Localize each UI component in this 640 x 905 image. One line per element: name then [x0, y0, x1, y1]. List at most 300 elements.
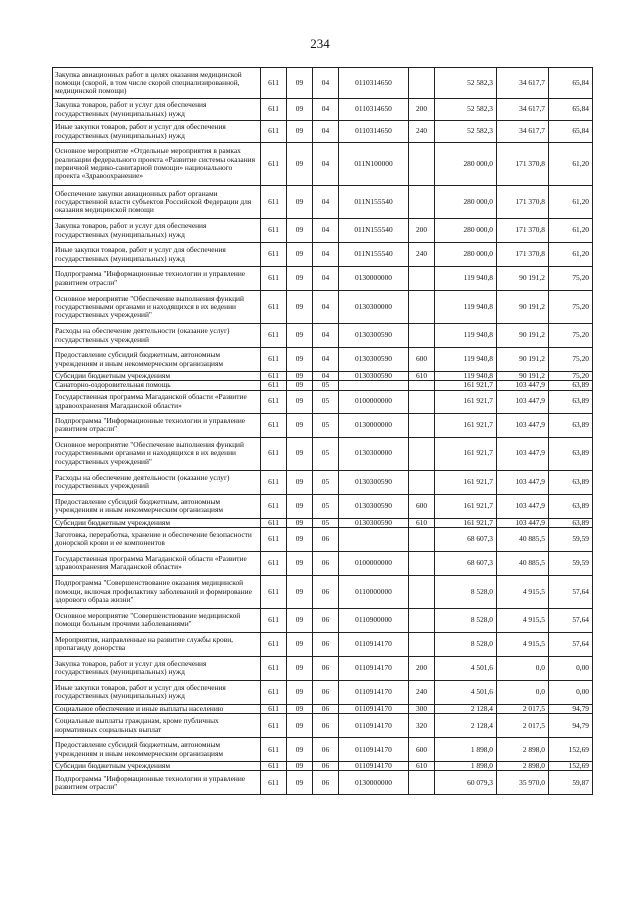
cell-rz: 09 [287, 121, 313, 143]
cell-ved: 611 [261, 680, 287, 704]
cell-rz: 09 [287, 704, 313, 713]
cell-csr: 0130300000 [339, 291, 409, 324]
cell-vr: 240 [409, 243, 435, 267]
cell-name: Закупка товаров, работ и услуг для обеспечения государственных (муниципальных) нужд [53, 656, 261, 680]
cell-percent: 59,59 [549, 551, 593, 575]
cell-csr: 011N155540 [339, 219, 409, 243]
table-row [53, 348, 593, 372]
cell-ved: 611 [261, 656, 287, 680]
cell-ved: 611 [261, 348, 287, 372]
cell-name: Основное мероприятие «Отдельные мероприятия в рамках реализации федерального проекта «Развитие системы оказания первичной медико-санитарной помощи» национального проекта «Здравоохранение» [53, 143, 261, 186]
cell-vr [409, 771, 435, 795]
cell-rz: 09 [287, 99, 313, 121]
cell-pr: 06 [313, 738, 339, 762]
cell-rz: 09 [287, 437, 313, 470]
cell-name: Заготовка, переработка, хранение и обеспечение безопасности донорской крови и ее компонентов [53, 527, 261, 551]
cell-plan: 60 079,3 [435, 771, 497, 795]
cell-pr: 05 [313, 381, 339, 390]
cell-rz: 09 [287, 413, 313, 437]
cell-csr: 0130300590 [339, 518, 409, 527]
cell-pr: 06 [313, 551, 339, 575]
cell-vr: 200 [409, 656, 435, 680]
cell-fact: 171 370,8 [497, 143, 549, 186]
table-row [53, 494, 593, 518]
cell-ved: 611 [261, 372, 287, 381]
cell-plan: 280 000,0 [435, 219, 497, 243]
cell-fact: 103 447,9 [497, 518, 549, 527]
cell-plan: 119 940,8 [435, 291, 497, 324]
cell-rz: 09 [287, 381, 313, 390]
table-row [53, 381, 593, 390]
cell-name: Социальное обеспечение и иные выплаты населению [53, 704, 261, 713]
cell-fact: 2 898,0 [497, 762, 549, 771]
cell-ved: 611 [261, 243, 287, 267]
cell-csr: 0130300590 [339, 324, 409, 348]
cell-vr: 200 [409, 99, 435, 121]
cell-pr: 04 [313, 291, 339, 324]
cell-ved: 611 [261, 68, 287, 99]
cell-percent: 57,64 [549, 575, 593, 608]
cell-percent: 152,69 [549, 762, 593, 771]
table-row [53, 632, 593, 656]
cell-pr: 06 [313, 762, 339, 771]
cell-percent: 94,79 [549, 714, 593, 738]
cell-fact: 103 447,9 [497, 381, 549, 390]
cell-rz: 09 [287, 143, 313, 186]
cell-plan: 161 921,7 [435, 470, 497, 494]
cell-vr [409, 381, 435, 390]
cell-vr [409, 413, 435, 437]
cell-pr: 06 [313, 680, 339, 704]
cell-percent: 63,89 [549, 470, 593, 494]
table-row [53, 608, 593, 632]
cell-fact: 90 191,2 [497, 324, 549, 348]
cell-percent: 59,59 [549, 527, 593, 551]
table-row [53, 714, 593, 738]
cell-csr: 011N155540 [339, 243, 409, 267]
cell-percent: 65,84 [549, 68, 593, 99]
cell-name: Государственная программа Магаданской области «Развитие здравоохранения Магаданской области» [53, 390, 261, 413]
cell-csr: 0110914170 [339, 704, 409, 713]
cell-name: Расходы на обеспечение деятельности (оказание услуг) государственных учреждений [53, 324, 261, 348]
cell-fact: 2 017,5 [497, 714, 549, 738]
table-row [53, 243, 593, 267]
cell-percent: 61,20 [549, 143, 593, 186]
cell-plan: 4 501,6 [435, 680, 497, 704]
cell-pr: 05 [313, 494, 339, 518]
cell-csr: 0130300000 [339, 437, 409, 470]
cell-plan: 161 921,7 [435, 413, 497, 437]
cell-percent: 63,89 [549, 390, 593, 413]
cell-name: Иные закупки товаров, работ и услуг для обеспечения государственных (муниципальных) нужд [53, 121, 261, 143]
cell-rz: 09 [287, 608, 313, 632]
table-row [53, 413, 593, 437]
cell-plan: 8 528,0 [435, 575, 497, 608]
cell-ved: 611 [261, 437, 287, 470]
cell-vr [409, 527, 435, 551]
cell-vr: 200 [409, 219, 435, 243]
cell-plan: 280 000,0 [435, 243, 497, 267]
cell-vr [409, 324, 435, 348]
cell-csr: 0110314650 [339, 99, 409, 121]
cell-plan: 161 921,7 [435, 437, 497, 470]
cell-pr: 04 [313, 372, 339, 381]
cell-ved: 611 [261, 738, 287, 762]
cell-ved: 611 [261, 762, 287, 771]
cell-percent: 152,69 [549, 738, 593, 762]
cell-fact: 171 370,8 [497, 243, 549, 267]
cell-name: Социальные выплаты гражданам, кроме публичных нормативных социальных выплат [53, 714, 261, 738]
cell-name: Мероприятия, направленные на развитие службы крови, пропаганду донорства [53, 632, 261, 656]
cell-plan: 8 528,0 [435, 632, 497, 656]
cell-ved: 611 [261, 121, 287, 143]
table-row [53, 372, 593, 381]
table-row [53, 551, 593, 575]
cell-fact: 34 617,7 [497, 99, 549, 121]
cell-plan: 280 000,0 [435, 186, 497, 219]
cell-ved: 611 [261, 381, 287, 390]
cell-ved: 611 [261, 470, 287, 494]
cell-vr [409, 267, 435, 291]
cell-vr [409, 575, 435, 608]
cell-plan: 119 940,8 [435, 348, 497, 372]
cell-csr: 0110914170 [339, 762, 409, 771]
cell-pr: 04 [313, 143, 339, 186]
cell-name: Предоставление субсидий бюджетным, автономным учреждениям и иным некоммерческим организациям [53, 494, 261, 518]
cell-csr: 0110914170 [339, 656, 409, 680]
cell-fact: 103 447,9 [497, 437, 549, 470]
cell-pr: 06 [313, 527, 339, 551]
cell-rz: 09 [287, 186, 313, 219]
cell-name: Предоставление субсидий бюджетным, автономным учреждениям и иным некоммерческим организациям [53, 738, 261, 762]
cell-ved: 611 [261, 518, 287, 527]
cell-plan: 8 528,0 [435, 608, 497, 632]
cell-name: Субсидии бюджетным учреждениям [53, 372, 261, 381]
table-row [53, 121, 593, 143]
cell-name: Подпрограмма "Информационные технологии и управление развитием отрасли" [53, 771, 261, 795]
cell-name: Санаторно-оздоровительная помощь [53, 381, 261, 390]
cell-ved: 611 [261, 632, 287, 656]
cell-vr: 610 [409, 518, 435, 527]
cell-plan: 52 582,3 [435, 99, 497, 121]
cell-rz: 09 [287, 762, 313, 771]
cell-ved: 611 [261, 527, 287, 551]
cell-pr: 05 [313, 437, 339, 470]
cell-vr: 610 [409, 372, 435, 381]
table-row [53, 186, 593, 219]
cell-plan: 280 000,0 [435, 143, 497, 186]
cell-name: Основное мероприятие "Совершенствование медицинской помощи больным прочими заболеваниями" [53, 608, 261, 632]
cell-vr: 600 [409, 348, 435, 372]
cell-percent: 63,89 [549, 413, 593, 437]
cell-plan: 68 607,3 [435, 551, 497, 575]
cell-vr [409, 470, 435, 494]
page-number: 234 [310, 36, 330, 51]
cell-name: Расходы на обеспечение деятельности (оказание услуг) государственных учреждений [53, 470, 261, 494]
cell-fact: 103 447,9 [497, 413, 549, 437]
cell-percent: 61,20 [549, 186, 593, 219]
cell-csr [339, 527, 409, 551]
cell-pr: 06 [313, 575, 339, 608]
table-row [53, 437, 593, 470]
cell-ved: 611 [261, 324, 287, 348]
cell-vr: 320 [409, 714, 435, 738]
cell-rz: 09 [287, 243, 313, 267]
cell-rz: 09 [287, 68, 313, 99]
cell-percent: 63,89 [549, 437, 593, 470]
cell-vr [409, 437, 435, 470]
table-row [53, 762, 593, 771]
cell-pr: 04 [313, 267, 339, 291]
cell-plan: 2 128,4 [435, 704, 497, 713]
cell-fact: 103 447,9 [497, 390, 549, 413]
cell-name: Субсидии бюджетным учреждениям [53, 762, 261, 771]
cell-rz: 09 [287, 372, 313, 381]
cell-csr: 0130000000 [339, 771, 409, 795]
cell-csr: 0110914170 [339, 738, 409, 762]
cell-pr: 05 [313, 518, 339, 527]
cell-rz: 09 [287, 518, 313, 527]
cell-pr: 04 [313, 186, 339, 219]
cell-csr: 0130000000 [339, 413, 409, 437]
table-row [53, 390, 593, 413]
cell-ved: 611 [261, 219, 287, 243]
cell-vr: 240 [409, 121, 435, 143]
cell-name: Подпрограмма "Совершенствование оказания медицинской помощи, включая профилактику заболеваний и формирование здорового образа жизни" [53, 575, 261, 608]
cell-percent: 94,79 [549, 704, 593, 713]
cell-fact: 4 915,5 [497, 575, 549, 608]
cell-vr [409, 143, 435, 186]
cell-fact: 34 617,7 [497, 68, 549, 99]
cell-name: Иные закупки товаров, работ и услуг для обеспечения государственных (муниципальных) нужд [53, 243, 261, 267]
table-row [53, 291, 593, 324]
cell-name: Закупка авиационных работ в целях оказания медицинской помощи (скорой, в том числе скорой специализированной, медицинской помощи) [53, 68, 261, 99]
cell-plan: 161 921,7 [435, 518, 497, 527]
cell-csr: 0130000000 [339, 267, 409, 291]
cell-ved: 611 [261, 413, 287, 437]
cell-percent: 65,84 [549, 99, 593, 121]
cell-plan: 161 921,7 [435, 494, 497, 518]
cell-name: Субсидии бюджетным учреждениям [53, 518, 261, 527]
cell-pr: 04 [313, 68, 339, 99]
table-row [53, 738, 593, 762]
cell-percent: 75,20 [549, 291, 593, 324]
table-row [53, 575, 593, 608]
cell-percent: 57,64 [549, 632, 593, 656]
table-row [53, 219, 593, 243]
cell-ved: 611 [261, 186, 287, 219]
cell-ved: 611 [261, 99, 287, 121]
cell-pr: 05 [313, 470, 339, 494]
cell-percent: 57,64 [549, 608, 593, 632]
cell-pr: 04 [313, 243, 339, 267]
cell-percent: 63,89 [549, 518, 593, 527]
cell-ved: 611 [261, 575, 287, 608]
cell-vr [409, 390, 435, 413]
cell-csr [339, 381, 409, 390]
cell-fact: 90 191,2 [497, 267, 549, 291]
cell-rz: 09 [287, 771, 313, 795]
cell-csr: 0100000000 [339, 551, 409, 575]
table-row [53, 470, 593, 494]
cell-ved: 611 [261, 714, 287, 738]
table-row [53, 704, 593, 713]
cell-pr: 06 [313, 771, 339, 795]
cell-csr: 0100000000 [339, 390, 409, 413]
cell-plan: 52 582,3 [435, 68, 497, 99]
cell-ved: 611 [261, 390, 287, 413]
cell-csr: 0110914170 [339, 680, 409, 704]
cell-vr [409, 291, 435, 324]
table-row [53, 267, 593, 291]
cell-plan: 2 128,4 [435, 714, 497, 738]
cell-rz: 09 [287, 267, 313, 291]
cell-percent: 75,20 [549, 267, 593, 291]
cell-rz: 09 [287, 324, 313, 348]
cell-ved: 611 [261, 551, 287, 575]
cell-csr: 011N155540 [339, 186, 409, 219]
cell-plan: 161 921,7 [435, 390, 497, 413]
cell-vr: 240 [409, 680, 435, 704]
cell-ved: 611 [261, 291, 287, 324]
cell-percent: 63,89 [549, 494, 593, 518]
cell-vr: 610 [409, 762, 435, 771]
cell-fact: 103 447,9 [497, 470, 549, 494]
cell-fact: 35 970,0 [497, 771, 549, 795]
cell-csr: 011N100000 [339, 143, 409, 186]
cell-percent: 75,20 [549, 324, 593, 348]
cell-plan: 1 898,0 [435, 762, 497, 771]
cell-pr: 04 [313, 348, 339, 372]
cell-pr: 05 [313, 413, 339, 437]
cell-csr: 0110914170 [339, 632, 409, 656]
cell-ved: 611 [261, 704, 287, 713]
cell-vr [409, 68, 435, 99]
cell-vr [409, 608, 435, 632]
cell-fact: 4 915,5 [497, 608, 549, 632]
cell-fact: 171 370,8 [497, 186, 549, 219]
cell-vr [409, 186, 435, 219]
cell-vr [409, 551, 435, 575]
cell-name: Обеспечение закупки авиационных работ органами государственной власти субъектов Российской Федерации для оказания медицинской помощи [53, 186, 261, 219]
cell-ved: 611 [261, 494, 287, 518]
cell-csr: 0110314650 [339, 121, 409, 143]
cell-percent: 59,87 [549, 771, 593, 795]
cell-csr: 0130300590 [339, 348, 409, 372]
cell-fact: 0,0 [497, 680, 549, 704]
cell-name: Подпрограмма "Информационные технологии и управление развитием отрасли" [53, 413, 261, 437]
cell-percent: 61,20 [549, 219, 593, 243]
cell-csr: 0110314650 [339, 68, 409, 99]
cell-rz: 09 [287, 219, 313, 243]
cell-ved: 611 [261, 771, 287, 795]
table-row [53, 518, 593, 527]
cell-name: Закупка товаров, работ и услуг для обеспечения государственных (муниципальных) нужд [53, 219, 261, 243]
cell-name: Подпрограмма "Информационные технологии и управление развитием отрасли" [53, 267, 261, 291]
cell-name: Государственная программа Магаданской области «Развитие здравоохранения Магаданской области» [53, 551, 261, 575]
cell-vr: 300 [409, 704, 435, 713]
cell-pr: 06 [313, 714, 339, 738]
table-row [53, 99, 593, 121]
cell-rz: 09 [287, 494, 313, 518]
table-row [53, 771, 593, 795]
cell-fact: 2 898,0 [497, 738, 549, 762]
cell-fact: 90 191,2 [497, 291, 549, 324]
cell-pr: 04 [313, 324, 339, 348]
cell-fact: 171 370,8 [497, 219, 549, 243]
cell-name: Основное мероприятие "Обеспечение выполнения функций государственными органами и находящихся в их ведении государственных учреждений" [53, 437, 261, 470]
cell-rz: 09 [287, 680, 313, 704]
cell-rz: 09 [287, 575, 313, 608]
cell-plan: 52 582,3 [435, 121, 497, 143]
cell-plan: 119 940,8 [435, 372, 497, 381]
cell-pr: 04 [313, 121, 339, 143]
cell-fact: 40 885,5 [497, 551, 549, 575]
cell-pr: 04 [313, 219, 339, 243]
cell-pr: 06 [313, 608, 339, 632]
cell-fact: 103 447,9 [497, 494, 549, 518]
cell-fact: 40 885,5 [497, 527, 549, 551]
cell-percent: 0,00 [549, 680, 593, 704]
cell-csr: 0130300590 [339, 470, 409, 494]
cell-percent: 0,00 [549, 656, 593, 680]
budget-table [52, 67, 593, 795]
cell-ved: 611 [261, 143, 287, 186]
cell-pr: 06 [313, 632, 339, 656]
cell-name: Иные закупки товаров, работ и услуг для обеспечения государственных (муниципальных) нужд [53, 680, 261, 704]
cell-rz: 09 [287, 470, 313, 494]
cell-plan: 161 921,7 [435, 381, 497, 390]
cell-pr: 06 [313, 656, 339, 680]
cell-rz: 09 [287, 714, 313, 738]
cell-rz: 09 [287, 656, 313, 680]
cell-csr: 0130300590 [339, 494, 409, 518]
table-row [53, 680, 593, 704]
cell-percent: 63,89 [549, 381, 593, 390]
cell-rz: 09 [287, 348, 313, 372]
cell-plan: 119 940,8 [435, 324, 497, 348]
cell-plan: 68 607,3 [435, 527, 497, 551]
cell-csr: 0110000000 [339, 575, 409, 608]
cell-csr: 0110914170 [339, 714, 409, 738]
cell-plan: 1 898,0 [435, 738, 497, 762]
cell-ved: 611 [261, 267, 287, 291]
table-row [53, 324, 593, 348]
cell-name: Предоставление субсидий бюджетным, автономным учреждениям и иным некоммерческим организациям [53, 348, 261, 372]
cell-ved: 611 [261, 608, 287, 632]
cell-name: Основное мероприятие "Обеспечение выполнения функций государственными органами и находящихся в их ведении государственных учреждений" [53, 291, 261, 324]
table-row [53, 68, 593, 99]
cell-fact: 90 191,2 [497, 372, 549, 381]
cell-vr: 600 [409, 494, 435, 518]
cell-vr [409, 632, 435, 656]
cell-percent: 75,20 [549, 348, 593, 372]
cell-fact: 0,0 [497, 656, 549, 680]
cell-plan: 4 501,6 [435, 656, 497, 680]
cell-csr: 0110900000 [339, 608, 409, 632]
cell-percent: 65,84 [549, 121, 593, 143]
cell-fact: 4 915,5 [497, 632, 549, 656]
cell-rz: 09 [287, 551, 313, 575]
cell-rz: 09 [287, 632, 313, 656]
cell-percent: 61,20 [549, 243, 593, 267]
cell-fact: 2 017,5 [497, 704, 549, 713]
cell-rz: 09 [287, 527, 313, 551]
cell-rz: 09 [287, 738, 313, 762]
cell-fact: 90 191,2 [497, 348, 549, 372]
cell-plan: 119 940,8 [435, 267, 497, 291]
cell-pr: 05 [313, 390, 339, 413]
